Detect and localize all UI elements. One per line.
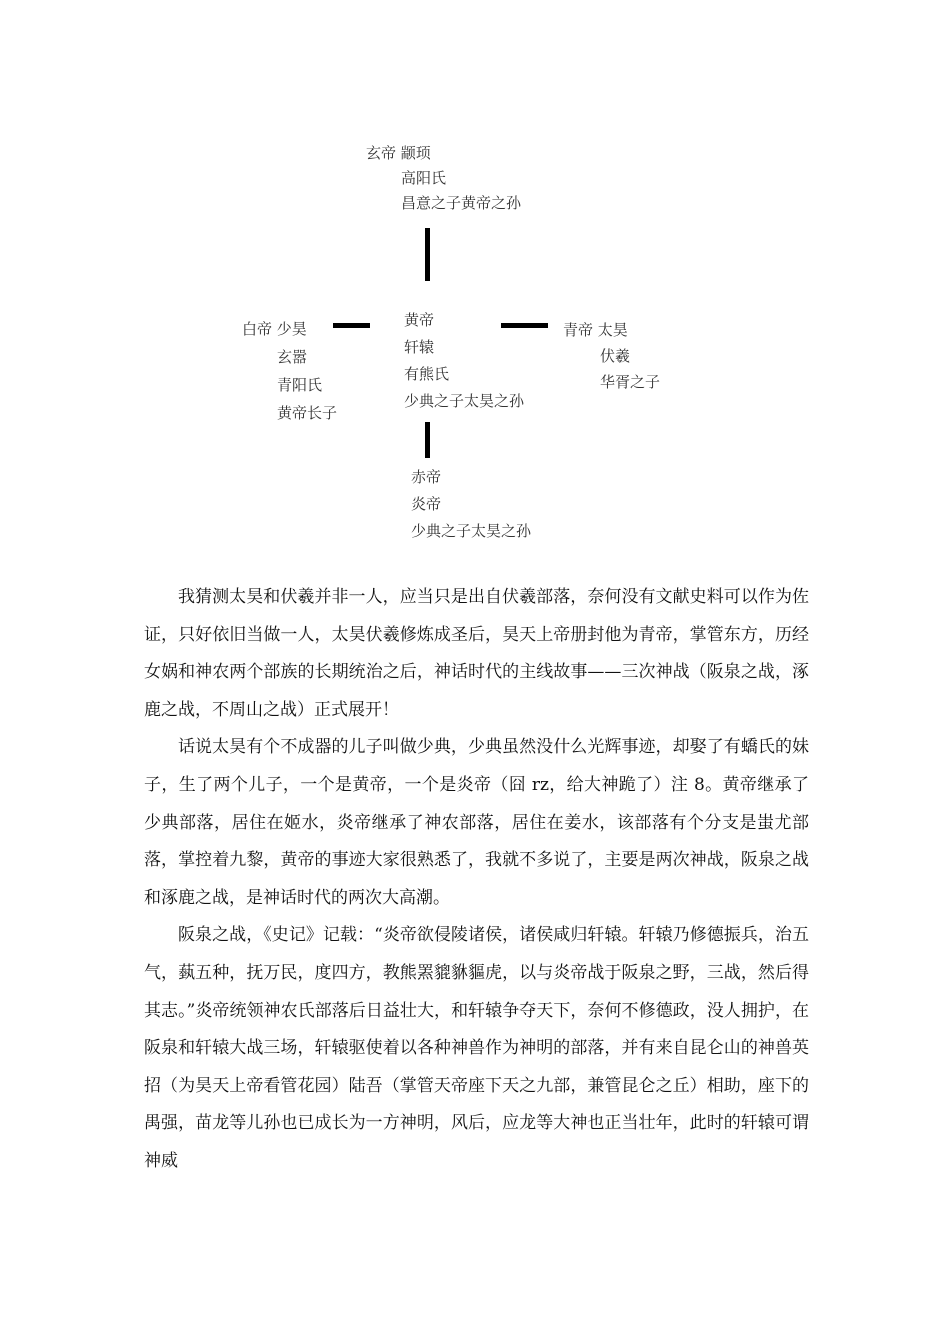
node-top-line-1: 玄帝 颛顼 <box>366 144 431 162</box>
node-top-line-3: 昌意之子黄帝之孙 <box>401 194 522 212</box>
node-bottom-line-3: 少典之子太昊之孙 <box>411 522 532 540</box>
node-right <box>563 317 660 395</box>
node-top-line-2: 高阳氏 <box>401 169 447 187</box>
node-right-line-1: 青帝 太昊 <box>563 321 628 339</box>
paragraph-2: 话说太昊有个不成器的儿子叫做少典，少典虽然没什么光辉事迹，却娶了有蟜氏的妹子，生了两个儿子，一个是黄帝，一个是炎帝（囧 rz，给大神跪了）注 8。黄帝继承了少典部落，居住在姬水，炎帝继承了神农部落，居住在姜水，该部落有个分支是蚩尤部落，掌控着九黎，黄帝的事迹大家很熟悉了，我就不多说了，主要是两次神战，阪泉之战和涿鹿之战，是神话时代的两次大高潮。 <box>144 737 809 908</box>
node-bottom <box>411 464 531 545</box>
paragraph-3: 阪泉之战，《史记》记载：“炎帝欲侵陵诸侯，诸侯咸归轩辕。轩辕乃修德振兵，治五气，蓺五种，抚万民，度四方，教熊罴貔貅貙虎，以与炎帝战于阪泉之野，三战，然后得其志。”炎帝统领神农氏部落后日益壮大，和轩辕争夺天下，奈何不修德政，没人拥护，在阪泉和轩辕大战三场，轩辕驱使着以各种神兽作为神明的部落，并有来自昆仑山的神兽英招（为昊天上帝看管花园）陆吾（掌管天帝座下天之九部，兼管昆仑之丘）相助，座下的禺强，苗龙等儿孙也已成长为一方神明，风后，应龙等大神也正当壮年，此时的轩辕可谓神威 <box>144 925 809 1171</box>
node-left-line-3: 青阳氏 <box>277 376 323 394</box>
node-center-line-2: 轩辕 <box>404 338 435 356</box>
node-center-line-4: 少典之子太昊之孙 <box>404 392 525 410</box>
paragraph-1: 我猜测太昊和伏羲并非一人，应当只是出自伏羲部落，奈何没有文献史料可以作为佐证，只好依旧当做一人，太昊伏羲修炼成圣后，昊天上帝册封他为青帝，掌管东方，历经女娲和神农两个部族的长期统治之后，神话时代的主线故事——三次神战（阪泉之战，涿鹿之战，不周山之战）正式展开！ <box>144 587 809 720</box>
node-top <box>366 141 521 216</box>
node-bottom-line-2: 炎帝 <box>411 495 442 513</box>
node-left <box>242 315 337 427</box>
connector-top <box>425 228 430 281</box>
node-left-line-2: 玄嚣 <box>277 348 308 366</box>
node-left-line-4: 黄帝长子 <box>277 404 338 422</box>
node-right-line-2: 伏羲 <box>600 347 631 365</box>
connector-left <box>333 323 370 328</box>
connector-bottom <box>425 422 430 458</box>
node-center-line-1: 黄帝 <box>404 311 435 329</box>
article-body <box>144 579 809 1181</box>
node-left-line-1: 白帝 少昊 <box>242 320 307 338</box>
node-right-line-3: 华胥之子 <box>600 373 661 391</box>
node-bottom-line-1: 赤帝 <box>411 468 442 486</box>
connector-right <box>501 323 548 328</box>
node-center-line-3: 有熊氏 <box>404 365 450 383</box>
